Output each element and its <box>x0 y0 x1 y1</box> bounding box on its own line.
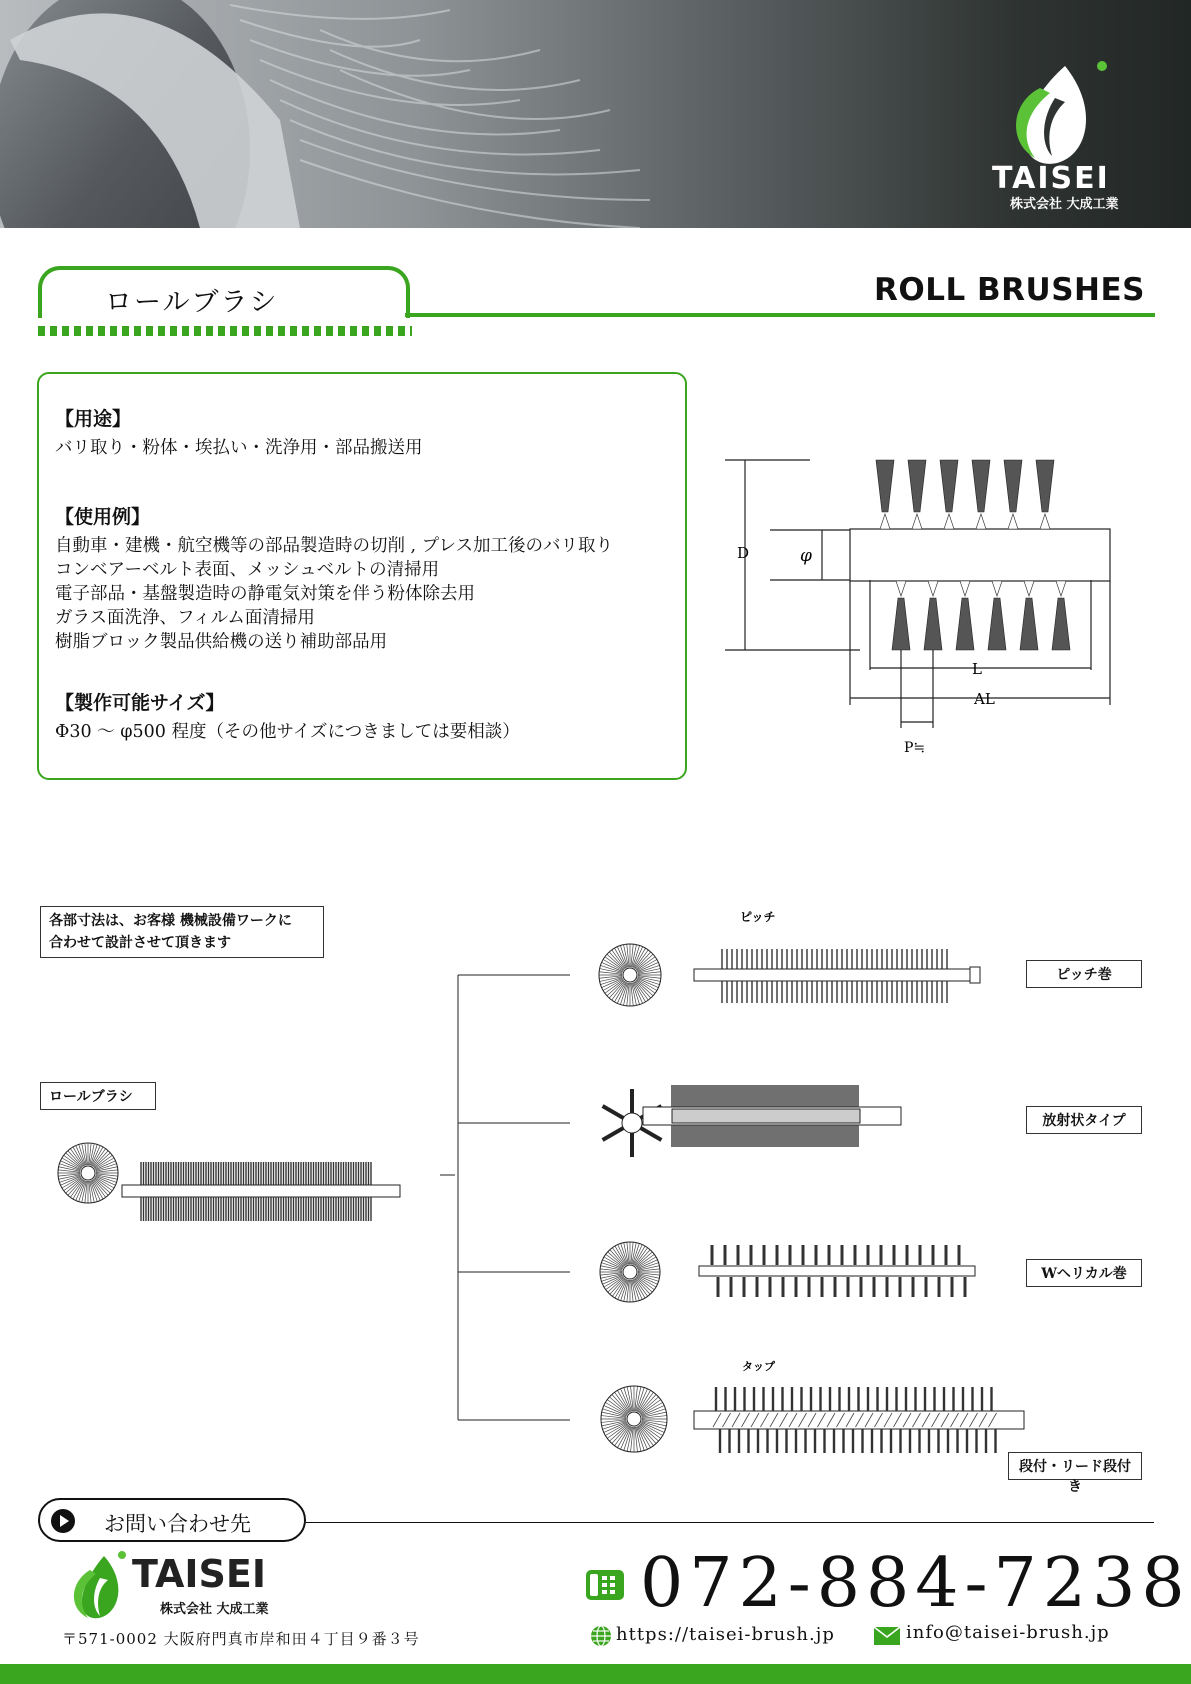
example-item: 自動車・建機・航空機等の部品製造時の切削 , プレス加工後のバリ取り <box>55 536 613 556</box>
bristle-tuft <box>1052 598 1070 650</box>
tuft-holder <box>976 514 986 529</box>
drop-logo-icon <box>60 1550 136 1622</box>
bristle-tuft <box>1004 460 1022 512</box>
roll-brush-dimension-drawing <box>720 450 1120 770</box>
pitch-label: ピッチ <box>740 910 776 924</box>
pitch-roll-shaft-end <box>970 967 980 983</box>
tuft-holder <box>896 581 906 596</box>
contact-divider <box>306 1522 1154 1523</box>
brush-types-drawing <box>40 905 1170 1465</box>
dashed-divider <box>38 326 412 336</box>
stepped-roll-end-view <box>601 1386 667 1452</box>
globe-icon <box>590 1625 612 1647</box>
design-note-line: 各部寸法は、お客様 機械設備ワークに <box>49 913 292 929</box>
bristle-tuft <box>1036 460 1054 512</box>
type-label-pitch: ピッチ巻 <box>1026 960 1142 988</box>
example-item: コンベアーベルト表面、メッシュベルトの清掃用 <box>55 560 440 580</box>
tuft-holder <box>912 514 922 529</box>
taisei-logo-top <box>980 58 1150 218</box>
tuft-holder <box>1008 514 1018 529</box>
tuft-holder <box>992 581 1002 596</box>
tuft-holder <box>960 581 970 596</box>
sizes-heading: 【製作可能サイズ】 <box>55 692 225 714</box>
usage-heading: 【用途】 <box>55 408 132 430</box>
contact-heading: お問い合わせ先 <box>104 1512 251 1536</box>
bristle-tuft <box>972 460 990 512</box>
title-underline <box>405 313 1155 317</box>
example-item: 樹脂ブロック製品供給機の送り補助部品用 <box>55 632 388 652</box>
usage-text: バリ取り・粉体・埃払い・洗浄用・部品搬送用 <box>55 438 423 458</box>
dim-label-p: P≒ <box>904 740 926 756</box>
play-icon <box>50 1508 76 1534</box>
w-helical-roll <box>699 1245 975 1297</box>
type-label-radial: 放射状タイプ <box>1026 1106 1142 1134</box>
radial-roll-core <box>672 1109 860 1123</box>
tuft-holder <box>880 514 890 529</box>
pitch-roll-end-view <box>599 944 661 1006</box>
logo-company-name: 株式会社 大成工業 <box>1010 197 1119 212</box>
pitch-roll-bristles-top <box>722 949 947 969</box>
info-box <box>37 372 687 780</box>
drop-logo-icon <box>980 58 1150 168</box>
page-title-jp: ロールブラシ <box>105 287 279 318</box>
base-roll-brush-label: ロールブラシ <box>40 1082 156 1110</box>
bristle-tuft <box>988 598 1006 650</box>
examples-heading: 【使用例】 <box>55 506 151 528</box>
bristle-tuft <box>924 598 942 650</box>
header-hero-image <box>0 0 1191 228</box>
phone-icon <box>586 1568 626 1602</box>
base-roll-end-view <box>58 1143 118 1203</box>
page-title-en: ROLL BRUSHES <box>874 272 1145 308</box>
radial-roll-bristles-bottom <box>672 1125 858 1147</box>
sizes-text: Φ30 ～ φ500 程度（その他サイズにつきましては要相談） <box>55 722 520 742</box>
tap-label: タップ <box>742 1360 775 1373</box>
tuft-holder <box>944 514 954 529</box>
bristle-tuft <box>956 598 974 650</box>
design-note-line: 合わせて設計させて頂きます <box>49 935 231 951</box>
tuft-holder <box>928 581 938 596</box>
types-svg <box>40 905 1170 1465</box>
website-link[interactable]: https://taisei-brush.jp <box>616 1624 835 1645</box>
bristle-tuft <box>892 598 910 650</box>
base-roll-bristles-top <box>141 1162 371 1186</box>
address: 〒571-0002 大阪府門真市岸和田４丁目９番３号 <box>62 1630 420 1648</box>
dimension-diagram <box>720 450 1120 770</box>
dim-label-phi: φ <box>800 546 812 566</box>
radial-roll-bristles-top <box>672 1085 858 1107</box>
contact-heading-pill <box>38 1498 306 1542</box>
footer-bar <box>0 1664 1191 1684</box>
bristle-tuft <box>940 460 958 512</box>
dim-label-al: AL <box>974 690 995 708</box>
type-label-w-helical: Wヘリカル巻 <box>1026 1259 1142 1287</box>
base-roll-bristles-bottom <box>141 1197 371 1221</box>
bristle-tuft <box>908 460 926 512</box>
logo-wordmark: TAISEI <box>132 1552 266 1596</box>
example-item: ガラス面洗浄、フィルム面清掃用 <box>55 608 315 628</box>
base-roll-shaft <box>122 1185 400 1197</box>
dim-label-l: L <box>972 660 982 678</box>
logo-company-name: 株式会社 大成工業 <box>160 1602 269 1617</box>
mail-icon <box>874 1627 900 1645</box>
type-label-stepped: 段付・リード段付き <box>1008 1452 1142 1480</box>
dim-label-d: D <box>737 544 750 562</box>
tuft-holder <box>1056 581 1066 596</box>
logo-wordmark: TAISEI <box>992 161 1110 196</box>
email-link[interactable]: info@taisei-brush.jp <box>906 1622 1110 1643</box>
bristle-tuft <box>1020 598 1038 650</box>
helical-roll-end-view <box>600 1242 660 1302</box>
phone-number[interactable]: 072-884-7238 <box>640 1544 1191 1623</box>
tuft-holder <box>1024 581 1034 596</box>
pitch-roll-bristles-bottom <box>722 981 947 1003</box>
bristle-tuft <box>876 460 894 512</box>
taisei-logo-bottom <box>60 1550 320 1622</box>
tuft-holder <box>1040 514 1050 529</box>
stepped-roll <box>694 1387 1024 1453</box>
pitch-roll-shaft <box>694 969 970 981</box>
example-item: 電子部品・基盤製造時の静電気対策を伴う粉体除去用 <box>55 584 475 604</box>
